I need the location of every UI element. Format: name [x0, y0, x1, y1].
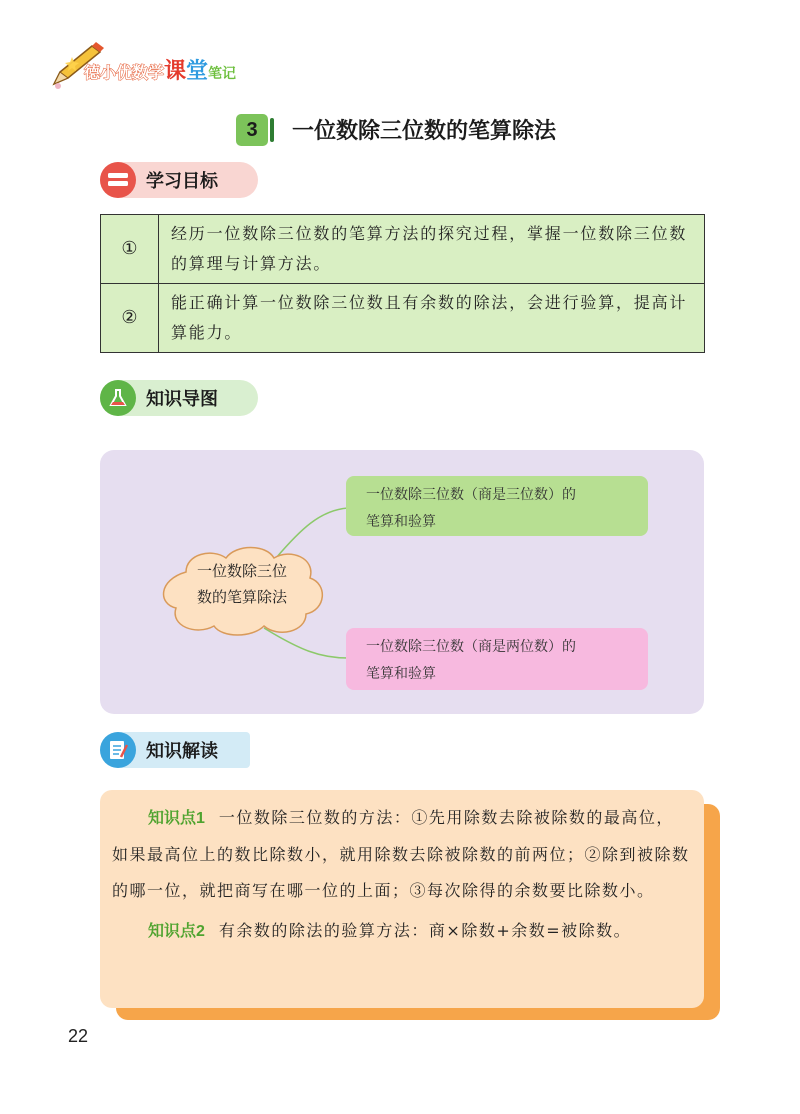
- goals-heading-label: 学习目标: [146, 171, 218, 192]
- brand-tang: 堂: [186, 59, 209, 84]
- branch-a-line-2: 笔算和验算: [366, 514, 436, 530]
- goals-table: [100, 214, 705, 353]
- mind-map-center: [156, 558, 328, 610]
- page-title: 一位数除三位数的笔算除法: [292, 119, 557, 144]
- mind-map-branch-b: [346, 628, 648, 690]
- mind-map-branch-a: [346, 476, 648, 536]
- branch-b-line-1: 一位数除三位数（商是两位数）的: [366, 639, 576, 655]
- goal-text: 能正确计算一位数除三位数且有余数的除法，会进行验算，提高计算能力。: [159, 284, 705, 353]
- center-line-2: 数的笔算除法: [196, 588, 287, 606]
- goal-text: 经历一位数除三位数的笔算方法的探究过程，掌握一位数除三位数的算理与计算方法。: [159, 215, 705, 284]
- brand-name: 德小优数学: [84, 63, 165, 82]
- brand-logo: [48, 42, 298, 92]
- branch-b-line-2: 笔算和验算: [366, 666, 436, 682]
- knowledge-point-text: 有余数的除法的验算方法：商×除数+余数=被除数。: [218, 921, 632, 940]
- map-heading: [100, 380, 258, 416]
- goal-row: [101, 215, 705, 284]
- mind-map: [100, 450, 704, 714]
- book-icon: [100, 162, 136, 198]
- goal-row: [101, 284, 705, 353]
- brand-ke: 课: [164, 59, 187, 84]
- goals-heading: [100, 162, 258, 198]
- reading-heading: [100, 732, 250, 768]
- flask-icon: [100, 380, 136, 416]
- notebook-icon: [100, 732, 136, 768]
- reading-heading-label: 知识解读: [146, 741, 218, 762]
- lesson-number: 3: [236, 114, 268, 146]
- knowledge-point: [112, 800, 690, 909]
- knowledge-point-text: 一位数除三位数的方法：①先用除数去除被除数的最高位，如果最高位上的数比除数小，就用除数去除被除数的前两位；②除到被除数的哪一位，就把商写在哪一位的上面；③每次除得的余数要比除数小。: [112, 808, 690, 900]
- goal-number: ①: [101, 215, 159, 284]
- knowledge-point-label: 知识点1: [148, 810, 205, 827]
- map-heading-label: 知识导图: [146, 389, 218, 410]
- center-line-1: 一位数除三位: [196, 562, 287, 580]
- knowledge-card: [100, 790, 704, 1008]
- goal-number: ②: [101, 284, 159, 353]
- branch-a-line-1: 一位数除三位数（商是三位数）的: [366, 487, 576, 503]
- knowledge-point: [112, 913, 690, 950]
- page-number: 22: [68, 1026, 89, 1046]
- knowledge-point-label: 知识点2: [148, 923, 205, 940]
- brand-biji: 笔记: [208, 66, 237, 82]
